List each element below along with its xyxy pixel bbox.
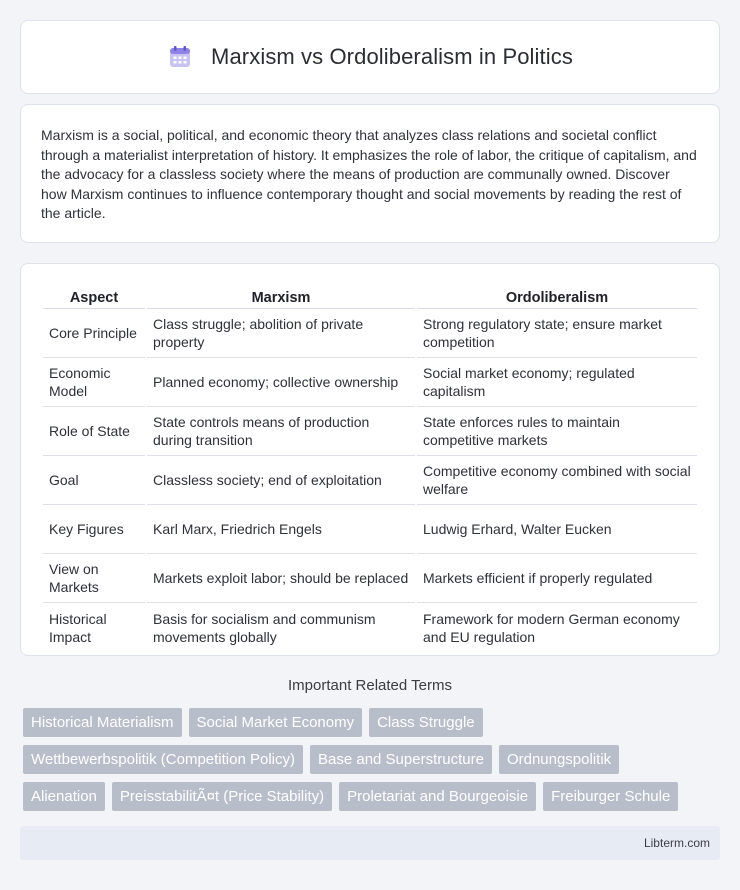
table-row [43,554,697,603]
title-wrap [167,44,573,70]
intro-text: Marxism is a social, political, and economic theory that analyzes class relations and societal conflict through a materialist interpretation of history. It emphasizes the role of labor, the critique of capitalism, and the advocacy for a classless society where the means of production are communally owned. Discover how Marxism continues to influence contemporary thought and social movements by reading the rest of the article. [41,127,697,221]
related-terms [23,708,723,819]
tag-proletariat-and-bourgeoisie[interactable]: Proletariat and Bourgeoisie [339,782,536,811]
tag-base-and-superstructure[interactable]: Base and Superstructure [310,745,492,774]
cell-aspect: Goal [43,456,145,505]
tag-row [23,708,723,737]
cell-marxism: State controls means of production during transition [147,407,415,456]
table-row [43,309,697,358]
cell-aspect: View on Markets [43,554,145,603]
cell-ordoliberalism: Framework for modern German economy and EU regulation [423,610,680,645]
table-row [43,505,697,554]
header-ordoliberalism: Ordoliberalism [417,284,697,309]
tag-alienation[interactable]: Alienation [23,782,105,811]
tag-class-struggle[interactable]: Class Struggle [369,708,483,737]
cell-marxism: Karl Marx, Friedrich Engels [147,505,415,554]
cell-marxism: Class struggle; abolition of private property [147,309,415,358]
footer [20,826,720,860]
header-marxism: Marxism [147,284,415,309]
page-title: Marxism vs Ordoliberalism in Politics [211,44,573,69]
cell-marxism: Classless society; end of exploitation [147,456,415,505]
calendar-icon [167,44,193,70]
cell-marxism: Planned economy; collective ownership [147,358,415,407]
table-header-row [43,284,697,309]
header-card [20,20,720,94]
table-row [43,603,697,652]
cell-ordoliberalism: State enforces rules to maintain competitive markets [417,407,697,456]
cell-aspect: Historical Impact [49,610,107,645]
tag-freiburger-schule[interactable]: Freiburger Schule [543,782,678,811]
tag-wettbewerbspolitik[interactable]: Wettbewerbspolitik (Competition Policy) [23,745,303,774]
comparison-card [20,263,720,656]
comparison-table [41,284,699,652]
table-row [43,407,697,456]
cell-aspect: Economic Model [43,358,145,407]
cell-ordoliberalism: Social market economy; regulated capitalism [417,358,697,407]
cell-ordoliberalism: Competitive economy combined with social welfare [417,456,697,505]
cell-ordoliberalism: Markets efficient if properly regulated [417,554,697,603]
tag-preisstabilitaet[interactable]: PreisstabilitÃ¤t (Price Stability) [112,782,332,811]
cell-aspect: Role of State [43,407,145,456]
tag-row [23,782,723,811]
tag-row [23,745,723,774]
table-row [43,456,697,505]
footer-site-link[interactable]: Libterm.com [643,836,710,850]
cell-aspect: Core Principle [43,309,145,358]
table-row [43,358,697,407]
header-aspect: Aspect [43,284,145,309]
tag-historical-materialism[interactable]: Historical Materialism [23,708,182,737]
cell-marxism: Markets exploit labor; should be replaced [147,554,415,603]
related-terms-title: Important Related Terms [288,677,452,694]
cell-aspect: Key Figures [43,505,145,554]
cell-ordoliberalism: Strong regulatory state; ensure market competition [417,309,697,358]
cell-ordoliberalism: Ludwig Erhard, Walter Eucken [417,505,697,554]
tag-ordnungspolitik[interactable]: Ordnungspolitik [499,745,619,774]
intro-card [20,104,720,243]
tag-social-market-economy[interactable]: Social Market Economy [189,708,363,737]
cell-marxism: Basis for socialism and communism movements globally [153,610,376,645]
